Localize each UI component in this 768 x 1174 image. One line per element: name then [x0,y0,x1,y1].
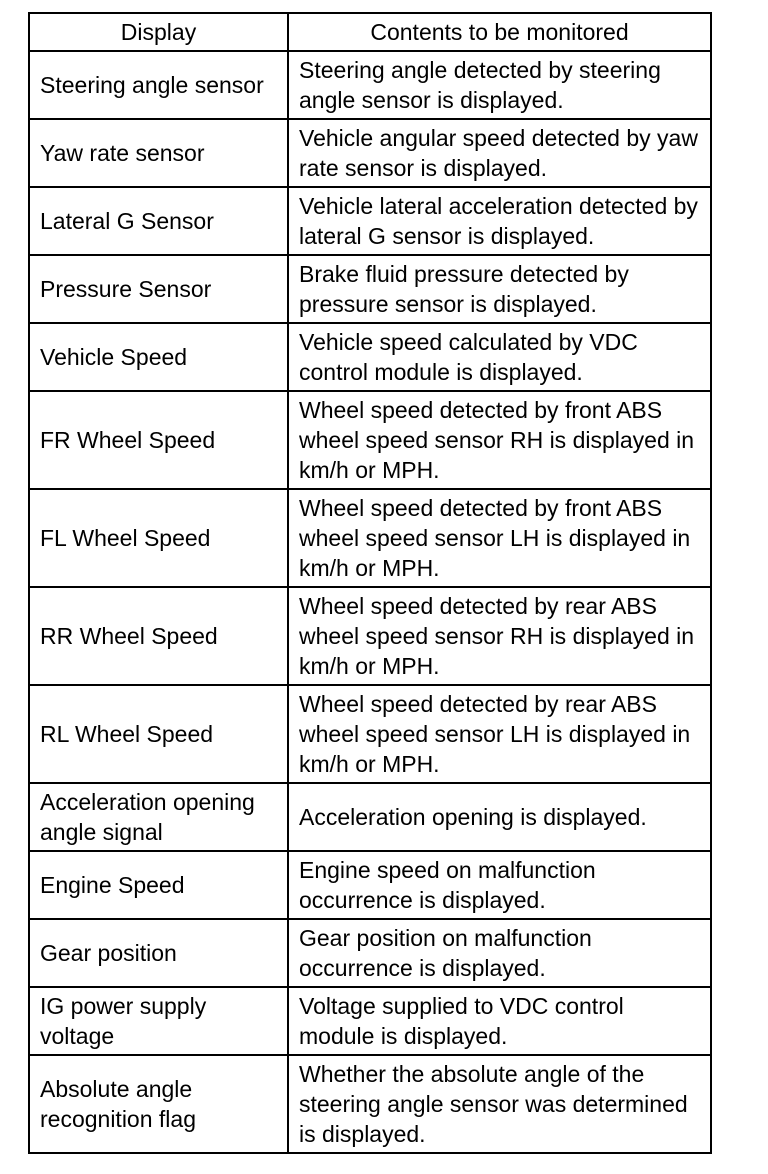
display-cell: Absolute angle recognition flag [29,1055,288,1153]
contents-cell: Brake fluid pressure detected by pressure sensor is displayed. [288,255,711,323]
contents-cell: Acceleration opening is displayed. [288,783,711,851]
display-cell: IG power supply voltage [29,987,288,1055]
table-row [29,323,711,391]
display-cell: Gear position [29,919,288,987]
table-header-row [29,13,711,51]
table-row [29,987,711,1055]
contents-cell: Wheel speed detected by rear ABS wheel speed sensor LH is displayed in km/h or MPH. [288,685,711,783]
column-header-display: Display [29,13,288,51]
table-row [29,187,711,255]
table-row [29,51,711,119]
monitor-items-table [28,12,712,1154]
display-cell: Lateral G Sensor [29,187,288,255]
contents-cell: Whether the absolute angle of the steering angle sensor was determined is displayed. [288,1055,711,1153]
contents-cell: Wheel speed detected by front ABS wheel speed sensor LH is displayed in km/h or MPH. [288,489,711,587]
contents-cell: Gear position on malfunction occurrence is displayed. [288,919,711,987]
table-row [29,851,711,919]
display-cell: Steering angle sensor [29,51,288,119]
table-row [29,919,711,987]
display-cell: RR Wheel Speed [29,587,288,685]
table-row [29,391,711,489]
contents-cell: Vehicle lateral acceleration detected by lateral G sensor is displayed. [288,187,711,255]
display-cell: FR Wheel Speed [29,391,288,489]
display-cell: RL Wheel Speed [29,685,288,783]
table-row [29,685,711,783]
contents-cell: Engine speed on malfunction occurrence is displayed. [288,851,711,919]
display-cell: Engine Speed [29,851,288,919]
column-header-contents: Contents to be monitored [288,13,711,51]
contents-cell: Wheel speed detected by front ABS wheel speed sensor RH is displayed in km/h or MPH. [288,391,711,489]
contents-cell: Vehicle angular speed detected by yaw rate sensor is displayed. [288,119,711,187]
table-row [29,489,711,587]
display-cell: Pressure Sensor [29,255,288,323]
table-row [29,119,711,187]
table-row [29,587,711,685]
contents-cell: Vehicle speed calculated by VDC control module is displayed. [288,323,711,391]
table-row [29,1055,711,1153]
contents-cell: Voltage supplied to VDC control module is displayed. [288,987,711,1055]
display-cell: FL Wheel Speed [29,489,288,587]
contents-cell: Wheel speed detected by rear ABS wheel speed sensor RH is displayed in km/h or MPH. [288,587,711,685]
table-row [29,255,711,323]
display-cell: Yaw rate sensor [29,119,288,187]
contents-cell: Steering angle detected by steering angle sensor is displayed. [288,51,711,119]
display-cell: Vehicle Speed [29,323,288,391]
table-row [29,783,711,851]
display-cell: Acceleration opening angle signal [29,783,288,851]
